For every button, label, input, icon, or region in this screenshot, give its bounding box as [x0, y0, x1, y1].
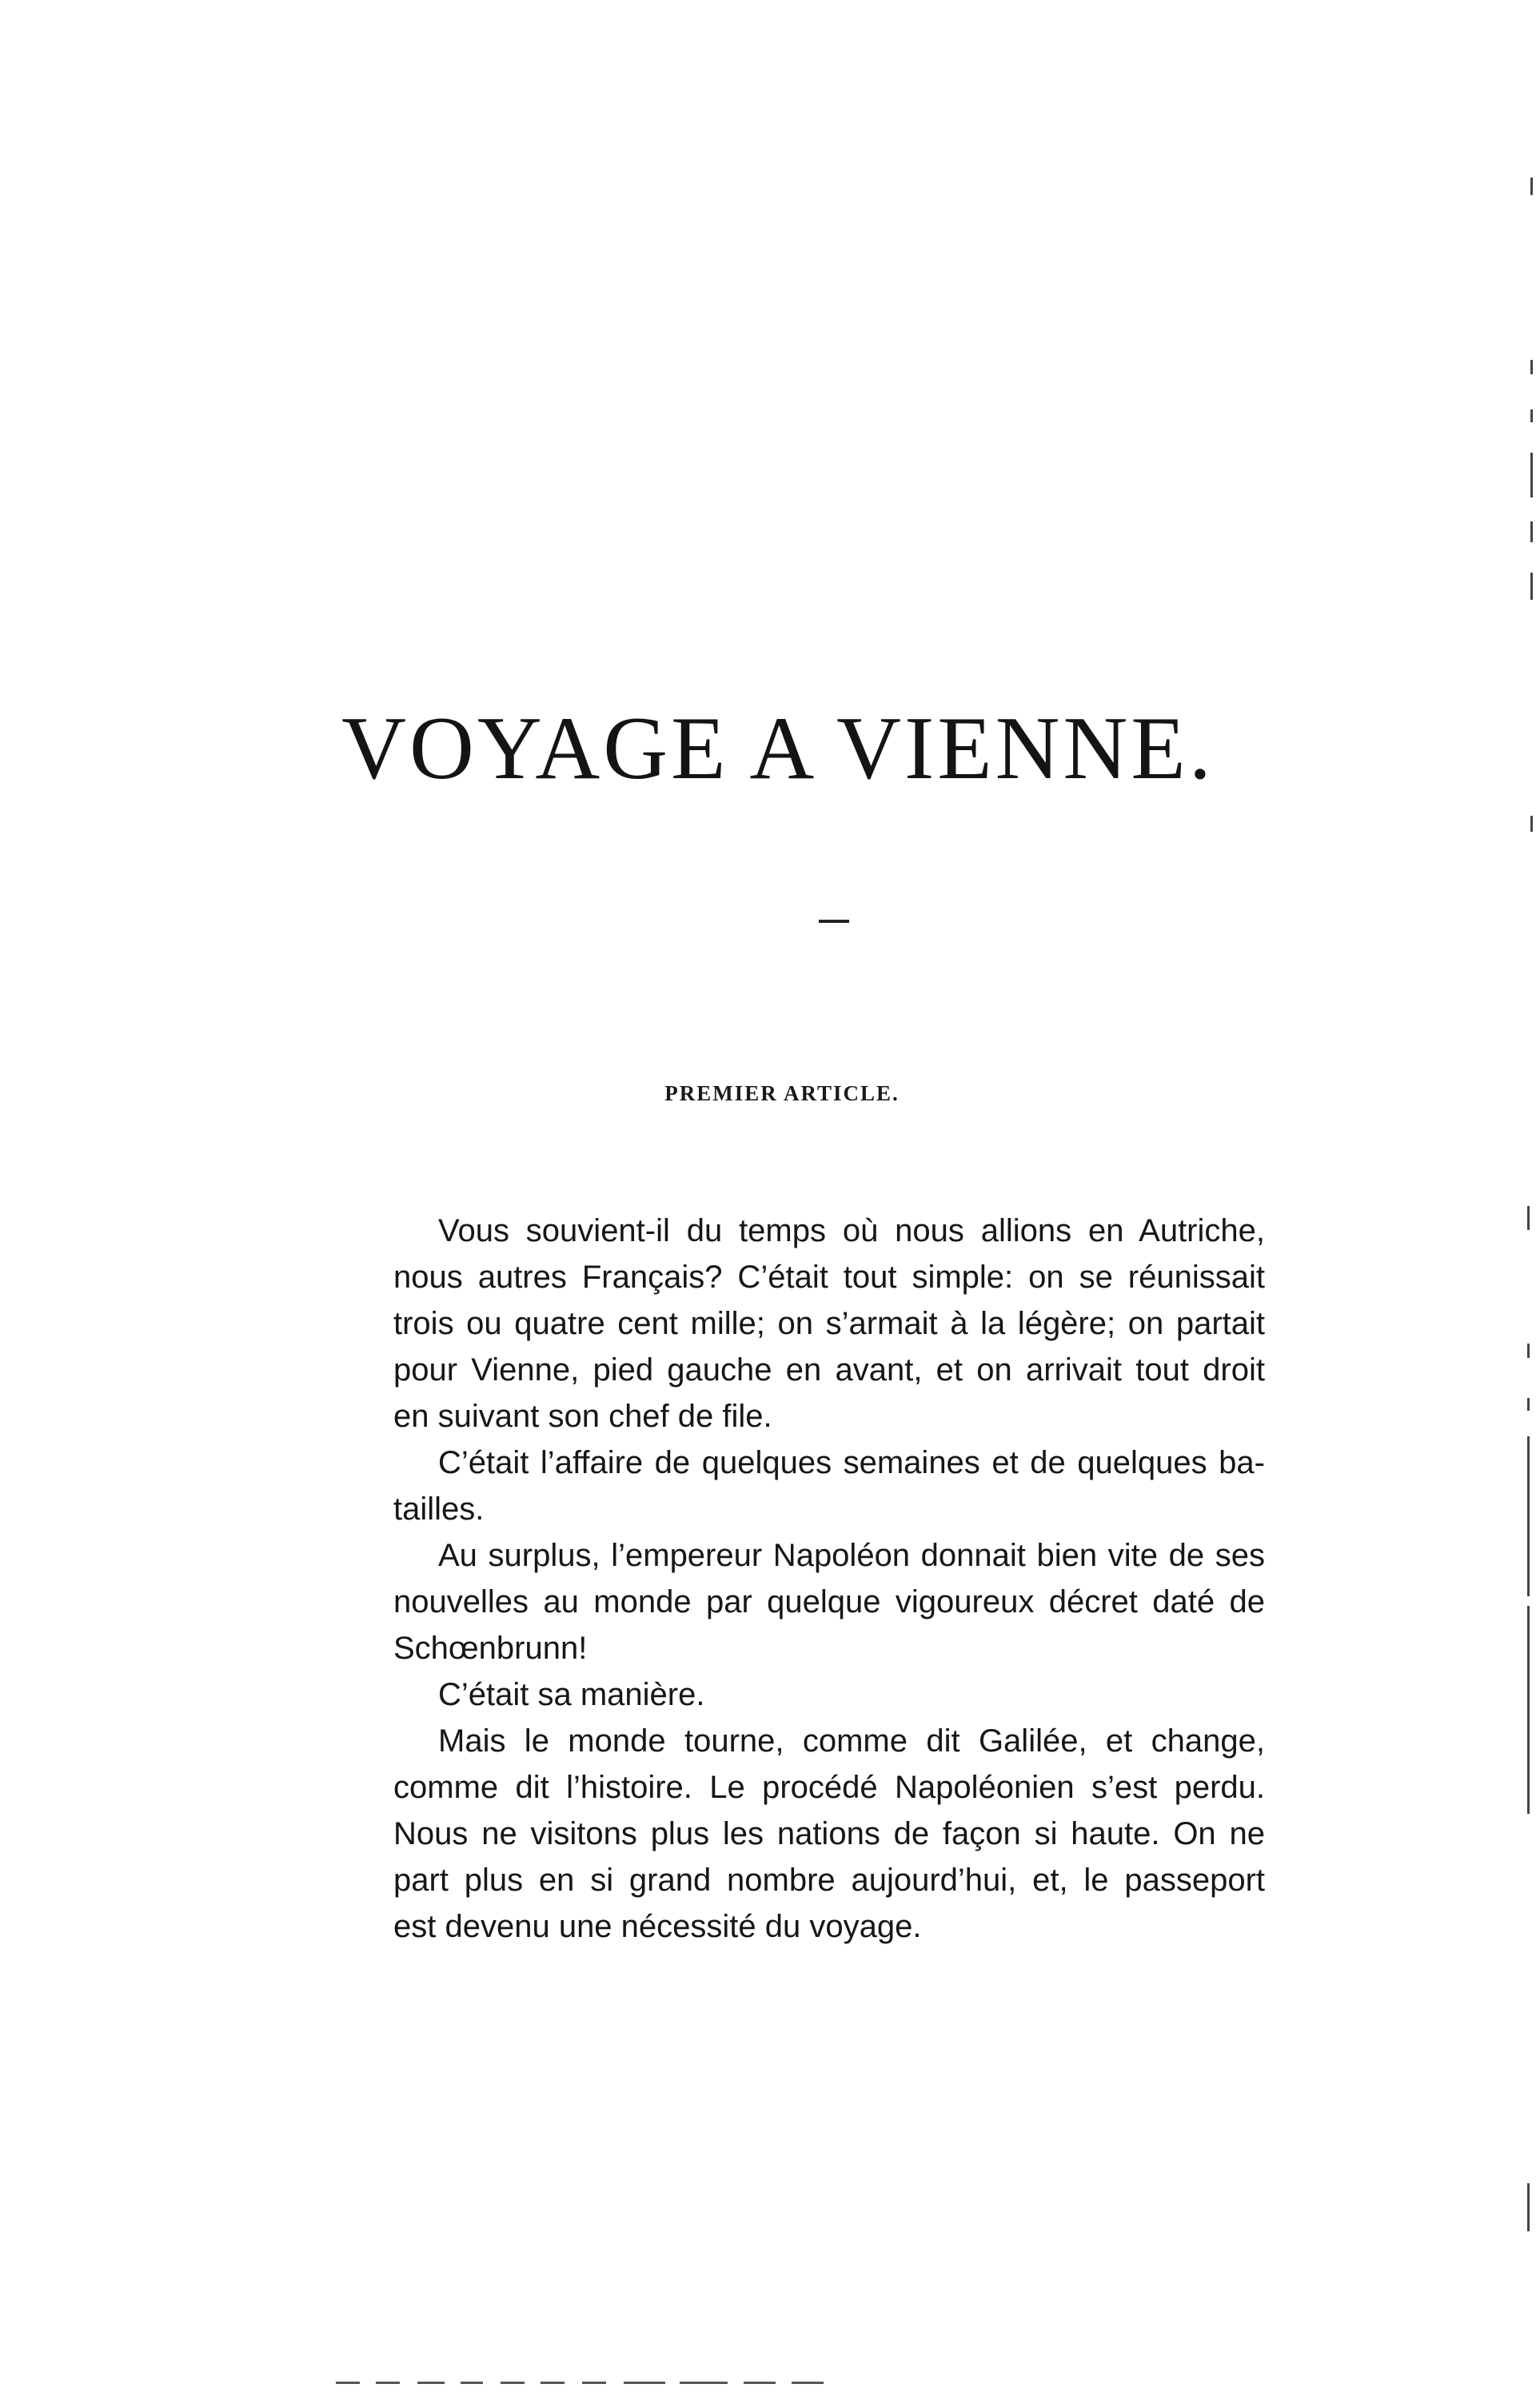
scan-edge-mark [1527, 1436, 1530, 1596]
scan-edge-mark [1527, 1606, 1530, 1814]
scan-edge-mark [1530, 816, 1533, 832]
scan-bottom-mark [744, 2382, 776, 2384]
text-line: trois ou quatre cent mille; on s’armait à la légère; on partait [393, 1306, 1265, 1341]
text-line: Schœnbrunn! [393, 1631, 588, 1666]
text-line: nous autres Français? C’était tout simple: on se réunissait [393, 1260, 1265, 1295]
scan-bottom-mark [376, 2382, 400, 2384]
text-line: part plus en si grand nombre aujourd’hui, et, le passeport [393, 1863, 1265, 1898]
scan-bottom-mark [417, 2382, 445, 2384]
text-line: est devenu une nécessité du voyage. [393, 1909, 922, 1944]
text-line: C’était l’affaire de quelques semaines et de quelques ba- [438, 1445, 1265, 1480]
scan-edge-mark [1527, 1344, 1530, 1358]
scan-edge-mark [1530, 360, 1533, 374]
scan-edge-mark [1530, 521, 1533, 542]
text-line: nouvelles au monde par quelque vigoureux décret daté de [393, 1584, 1265, 1619]
scan-bottom-mark [501, 2382, 525, 2384]
text-line: en suivant son chef de file. [393, 1399, 772, 1434]
text-line: Mais le monde tourne, comme dit Galilée, et change, [438, 1723, 1265, 1759]
text-line: Nous ne visitons plus les nations de façon si haute. On ne [393, 1816, 1265, 1851]
text-line: Au surplus, l’empereur Napoléon donnait bien vite de ses [438, 1538, 1265, 1573]
text-line: tailles. [393, 1492, 485, 1527]
text-line: pour Vienne, pied gauche en avant, et on arrivait tout droit [393, 1352, 1265, 1388]
scan-bottom-mark [336, 2382, 360, 2384]
scan-edge-mark [1530, 453, 1533, 497]
body-text [393, 1208, 1265, 1950]
scan-edge-mark [1527, 1398, 1530, 1411]
text-line: C’était sa manière. [438, 1677, 705, 1712]
scan-edge-mark [1527, 1206, 1530, 1230]
text-line: Vous souvient-il du temps où nous allions en Autriche, [438, 1213, 1265, 1248]
scan-edge-mark [1530, 573, 1533, 600]
title-divider [819, 920, 849, 923]
scan-bottom-mark [680, 2382, 728, 2384]
scan-bottom-mark [541, 2382, 565, 2384]
scan-edge-mark [1530, 178, 1533, 195]
scan-bottom-mark [792, 2382, 824, 2384]
scan-bottom-mark [461, 2382, 483, 2384]
scan-edge-mark [1530, 409, 1533, 422]
section-heading: PREMIER ARTICLE. [664, 1081, 900, 1105]
scan-bottom-mark [624, 2382, 665, 2384]
scan-bottom-mark [582, 2382, 606, 2384]
page-title: VOYAGE A VIENNE. [341, 699, 1215, 798]
text-line: comme dit l’histoire. Le procédé Napoléonien s’est perdu. [393, 1770, 1265, 1805]
scan-edge-mark [1527, 2183, 1530, 2231]
